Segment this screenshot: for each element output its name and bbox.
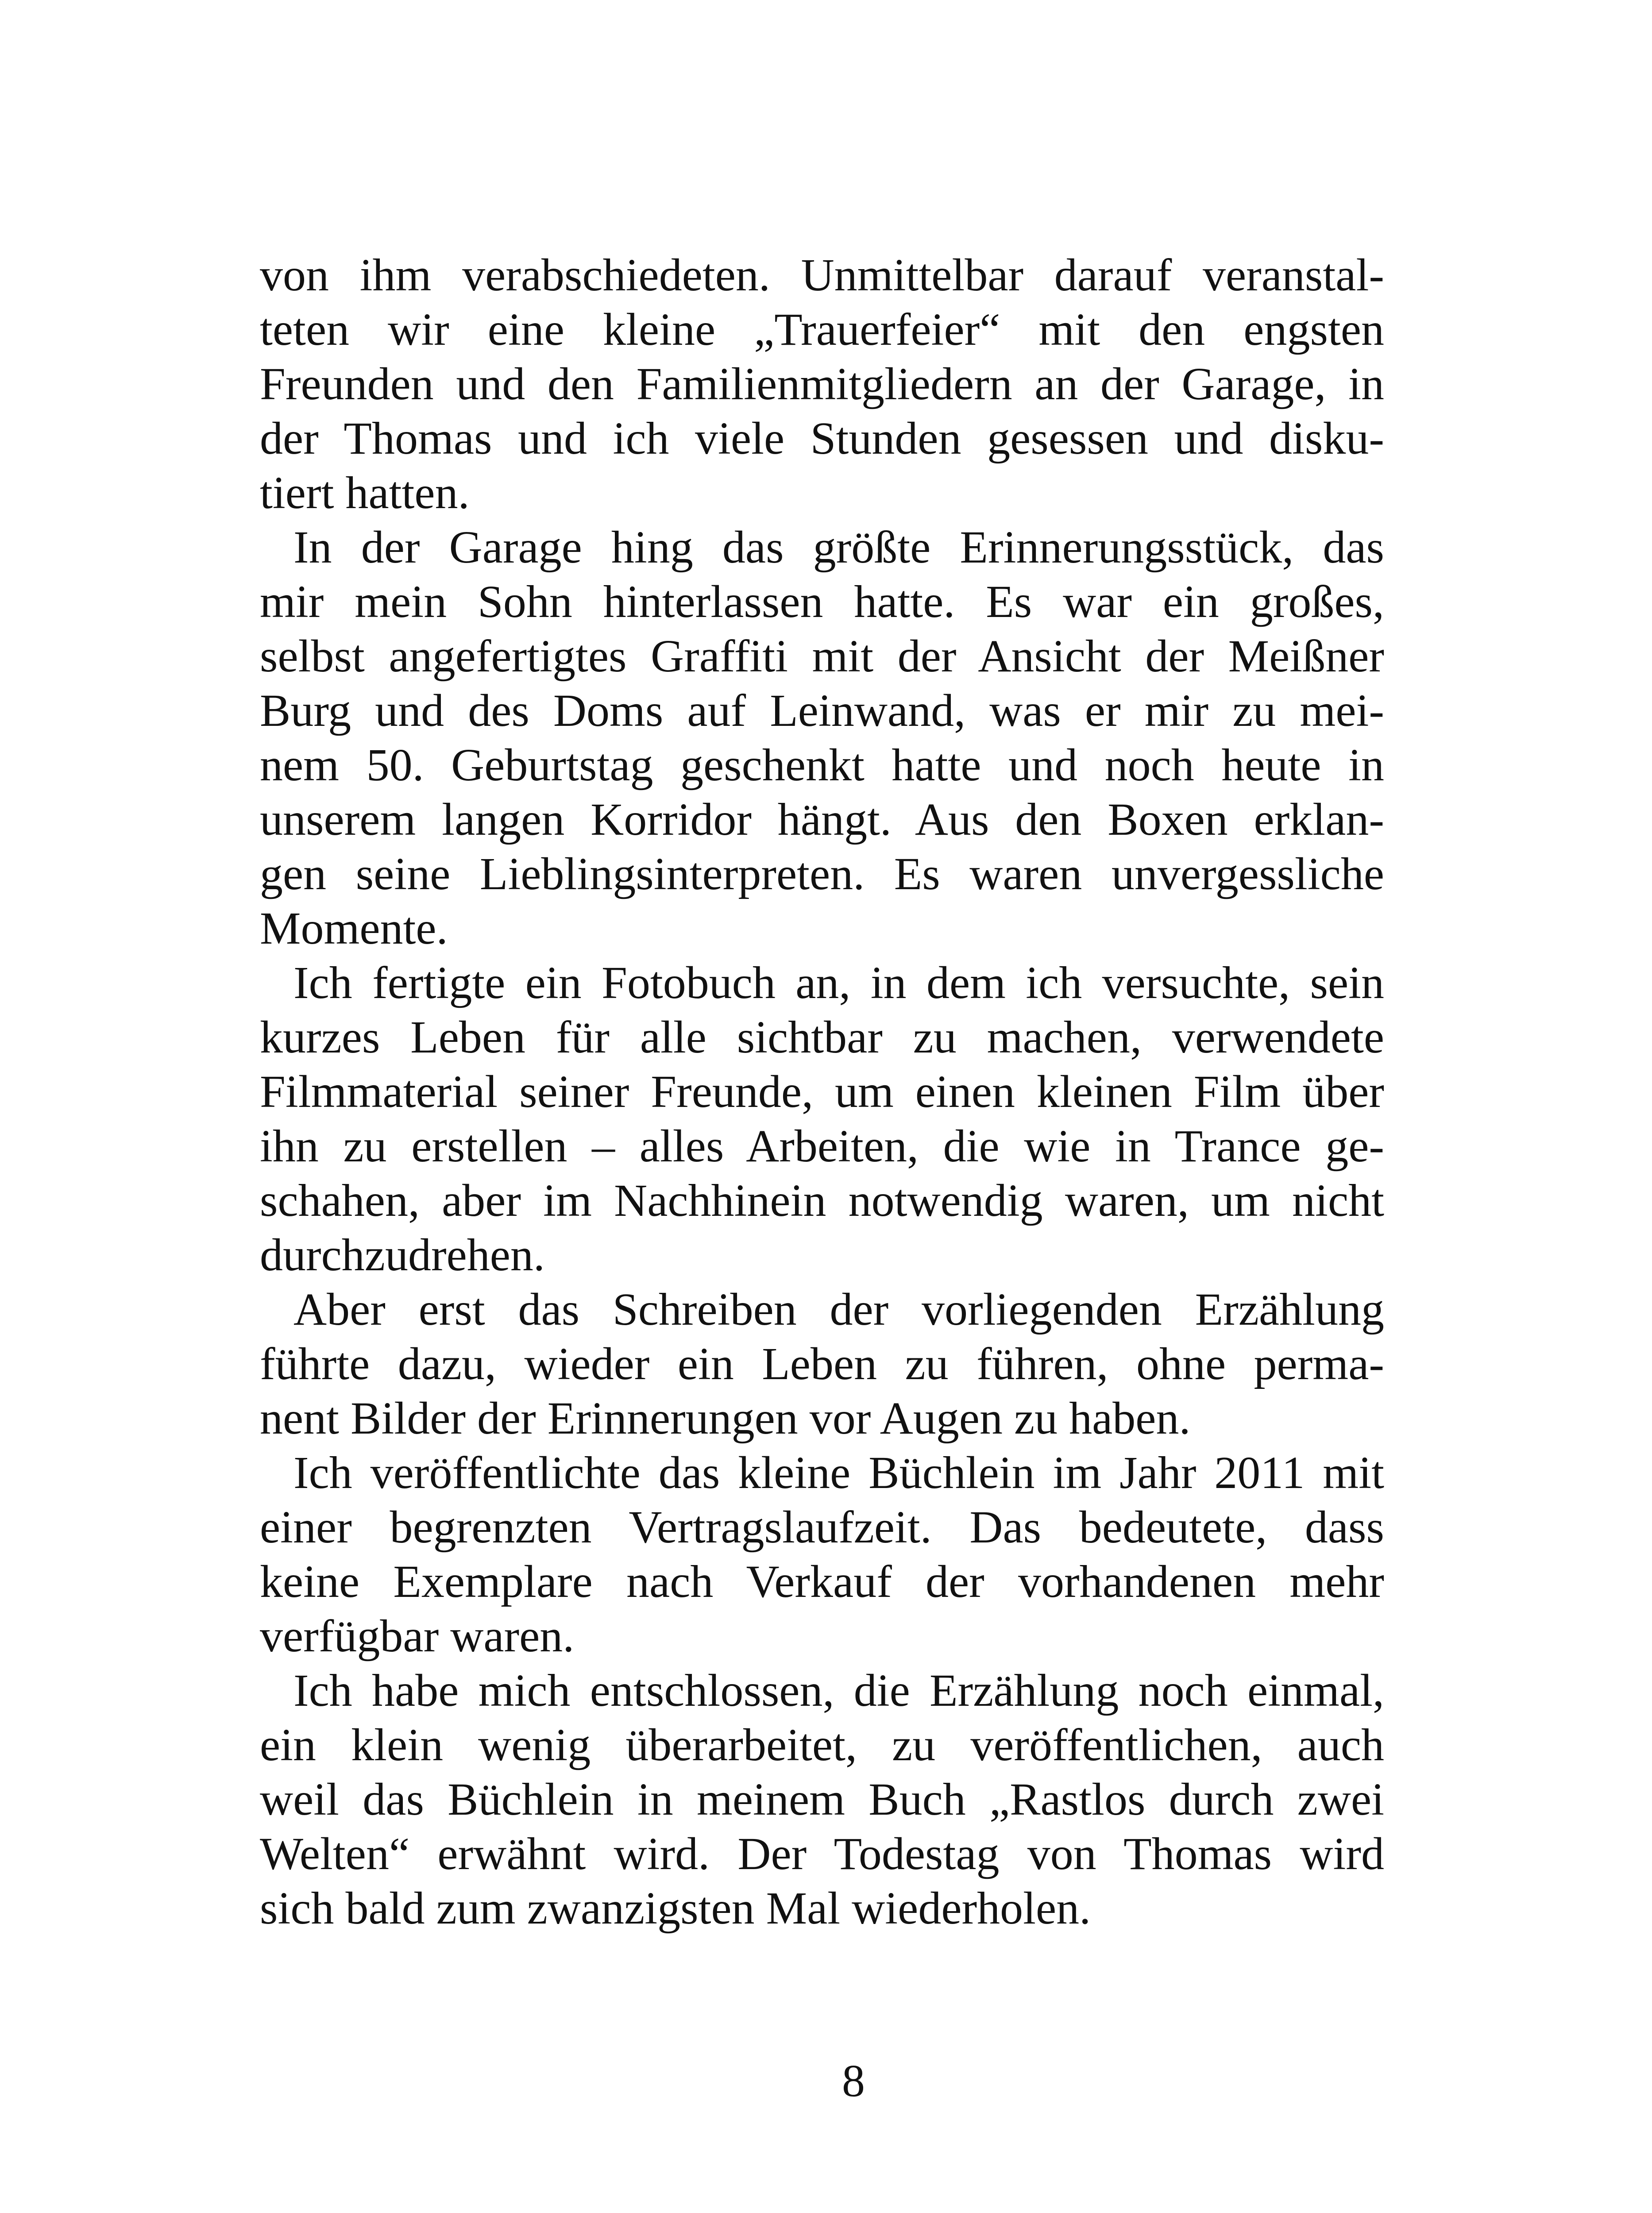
text-line: tiert hatten. xyxy=(260,467,470,518)
text-line: weil das Büchlein in meinem Buch „Rastlos durch zwei xyxy=(260,1774,1384,1825)
text-line: Ich habe mich entschlossen, die Erzählung noch einmal, xyxy=(293,1665,1384,1716)
text-line: gen seine Lieblingsinterpreten. Es waren unvergessliche xyxy=(260,848,1384,899)
text-line: mir mein Sohn hinterlassen hatte. Es war ein großes, xyxy=(260,576,1384,627)
text-line: von ihm verabschiedeten. Unmittelbar darauf veranstal- xyxy=(260,250,1384,301)
page-number: 8 xyxy=(842,2055,865,2106)
text-line: Freunden und den Familienmitgliedern an der Garage, in xyxy=(260,359,1384,409)
text-line: Burg und des Doms auf Leinwand, was er mir zu mei- xyxy=(260,685,1384,736)
text-line: Filmmaterial seiner Freunde, um einen kleinen Film über xyxy=(260,1066,1384,1117)
text-line: schahen, aber im Nachhinein notwendig waren, um nicht xyxy=(260,1175,1384,1226)
text-line: sich bald zum zwanzigsten Mal wiederholen. xyxy=(260,1883,1091,1934)
text-line: kurzes Leben für alle sichtbar zu machen, verwendete xyxy=(260,1012,1384,1063)
text-line: In der Garage hing das größte Erinnerungsstück, das xyxy=(293,522,1384,573)
paragraph xyxy=(260,1663,1384,1935)
text-line: Momente. xyxy=(260,903,448,954)
text-line: ein klein wenig überarbeitet, zu veröffentlichen, auch xyxy=(260,1720,1384,1770)
text-line: nent Bilder der Erinnerungen vor Augen zu haben. xyxy=(260,1393,1191,1444)
text-line: nem 50. Geburtstag geschenkt hatte und noch heute in xyxy=(260,740,1384,790)
body-text xyxy=(260,248,1384,1935)
text-line: der Thomas und ich viele Stunden gesessen und disku- xyxy=(260,413,1384,464)
text-line: selbst angefertigtes Graffiti mit der Ansicht der Meißner xyxy=(260,631,1384,682)
text-line: führte dazu, wieder ein Leben zu führen, ohne perma- xyxy=(260,1338,1384,1389)
text-line: ihn zu erstellen – alles Arbeiten, die wie in Trance ge- xyxy=(260,1121,1384,1172)
paragraph xyxy=(260,956,1384,1282)
paragraph xyxy=(260,1446,1384,1663)
text-line: verfügbar waren. xyxy=(260,1611,575,1662)
text-line: unserem langen Korridor hängt. Aus den Boxen erklan- xyxy=(260,794,1384,845)
text-line: Ich fertigte ein Fotobuch an, in dem ich versuchte, sein xyxy=(293,957,1384,1008)
text-line: Ich veröffentlichte das kleine Büchlein im Jahr 2011 mit xyxy=(293,1447,1384,1498)
paragraph xyxy=(260,248,1384,520)
text-line: durchzudrehen. xyxy=(260,1230,545,1280)
text-line: einer begrenzten Vertragslaufzeit. Das bedeutete, dass xyxy=(260,1502,1384,1553)
text-line: Welten“ erwähnt wird. Der Todestag von Thomas wird xyxy=(260,1828,1384,1879)
text-line: keine Exemplare nach Verkauf der vorhandenen mehr xyxy=(260,1556,1384,1607)
text-line: teten wir eine kleine „Trauerfeier“ mit den engsten xyxy=(260,304,1384,355)
paragraph xyxy=(260,520,1384,956)
paragraph xyxy=(260,1282,1384,1446)
text-line: Aber erst das Schreiben der vorliegenden Erzählung xyxy=(293,1284,1384,1335)
